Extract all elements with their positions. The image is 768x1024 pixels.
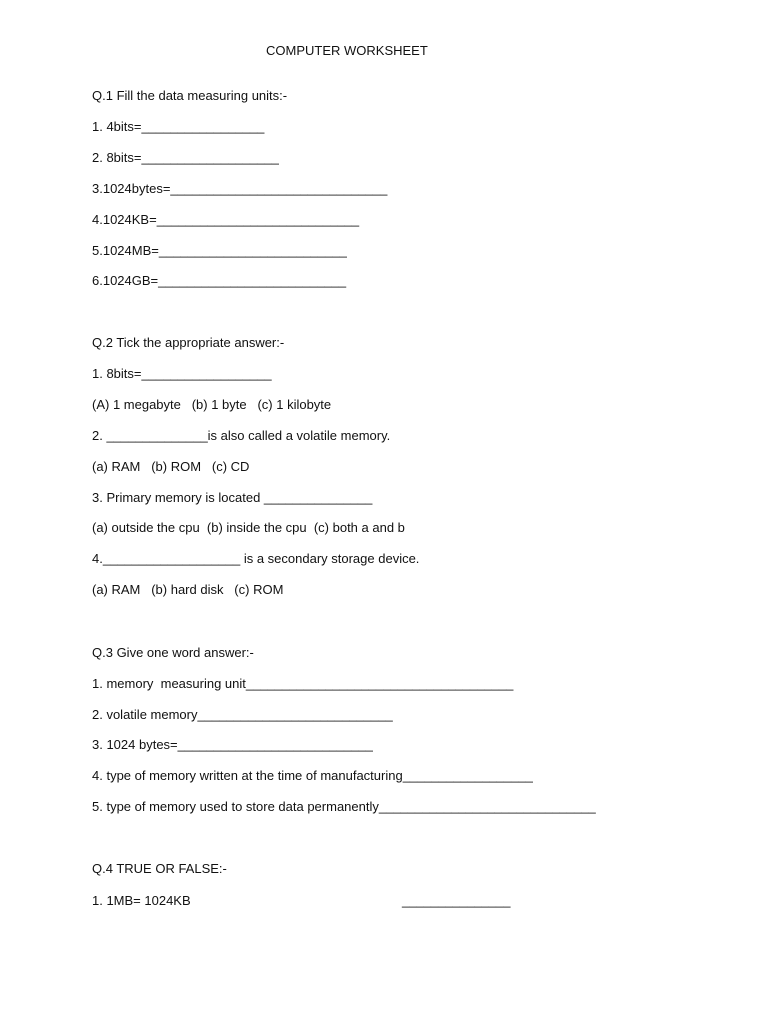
q2-options-3: (a) outside the cpu (b) inside the cpu (c) both a and b [92, 520, 405, 535]
q3-item-3: 3. 1024 bytes=___________________________ [92, 737, 373, 752]
q3-item-5: 5. type of memory used to store data permanently______________________________ [92, 799, 596, 814]
q4-heading: Q.4 TRUE OR FALSE:- [92, 861, 227, 876]
q4-answer-blank: _______________ [402, 893, 511, 908]
q4-item-1: 1. 1MB= 1024KB [92, 893, 191, 908]
q3-item-2: 2. volatile memory___________________________ [92, 707, 393, 722]
q1-item-6: 6.1024GB=__________________________ [92, 273, 347, 288]
q1-item-3: 3.1024bytes=______________________________ [92, 181, 388, 196]
q2-question-4: 4.___________________ is a secondary storage device. [92, 551, 420, 566]
q1-heading: Q.1 Fill the data measuring units:- [92, 88, 288, 103]
q3-item-4: 4. type of memory written at the time of manufacturing__________________ [92, 768, 533, 783]
q2-question-3: 3. Primary memory is located _______________ [92, 490, 373, 505]
q1-item-2: 2. 8bits=___________________ [92, 150, 279, 165]
q1-item-4: 4.1024KB=____________________________ [92, 212, 360, 227]
q2-question-2: 2. ______________is also called a volatile memory. [92, 428, 391, 443]
q1-item-5: 5.1024MB=__________________________ [92, 243, 347, 258]
q1-item-1: 1. 4bits=_________________ [92, 119, 265, 134]
q2-options-4: (a) RAM (b) hard disk (c) ROM [92, 582, 284, 597]
worksheet-title: COMPUTER WORKSHEET [266, 43, 428, 58]
q3-item-1: 1. memory measuring unit_____________________________________ [92, 676, 514, 691]
q3-heading: Q.3 Give one word answer:- [92, 645, 254, 660]
q2-options-2: (a) RAM (b) ROM (c) CD [92, 459, 250, 474]
q2-options-1: (A) 1 megabyte (b) 1 byte (c) 1 kilobyte [92, 397, 332, 412]
q2-question-1: 1. 8bits=__________________ [92, 366, 272, 381]
q2-heading: Q.2 Tick the appropriate answer:- [92, 335, 285, 350]
